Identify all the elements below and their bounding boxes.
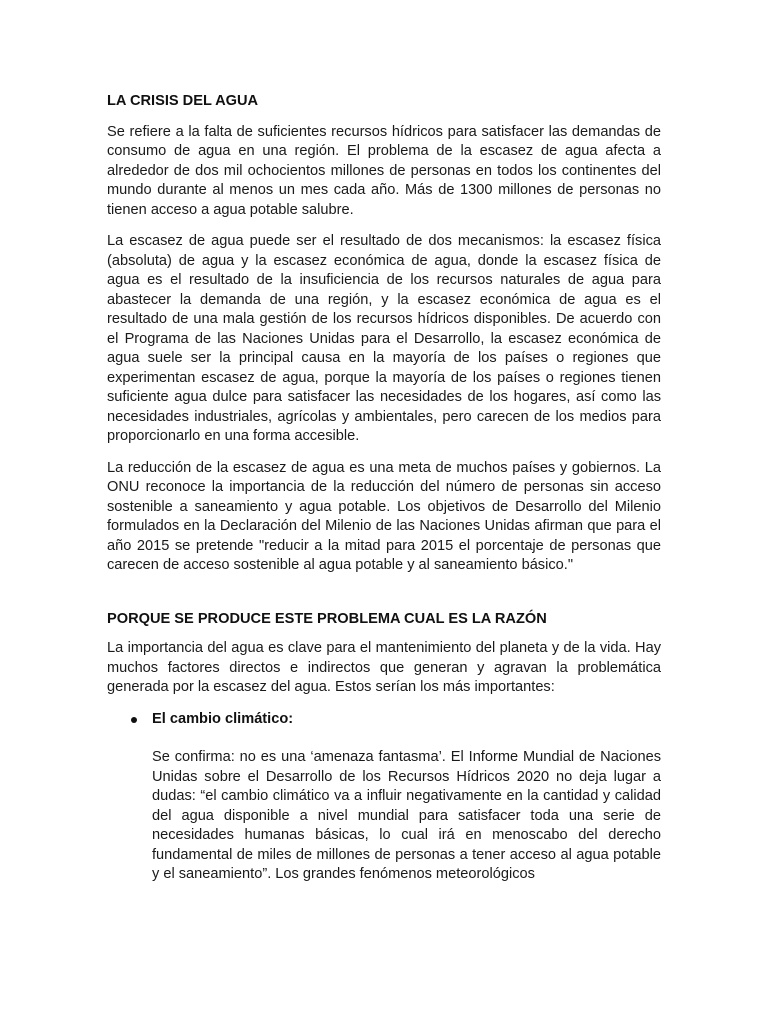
list-item <box>107 710 661 885</box>
paragraph-definition: Se refiere a la falta de suficientes recursos hídricos para satisfacer las demandas de consumo de agua en una región. El problema de la escasez de agua afecta a alrededor de dos mil ochocientos millones de personas en todos los continentes del mundo durante al menos un mes cada año. Más de 1300 millones de personas no tienen acceso a agua potable salubre. <box>107 123 661 218</box>
paragraph-causes-intro: La importancia del agua es clave para el mantenimiento del planeta y de la vida. Hay muchos factores directos e indirectos que generan y agravan la problemática generada por la escasez del agua. Estos serían los más importantes: <box>107 640 661 695</box>
bullet-title: El cambio climático: <box>152 710 294 727</box>
causes-list <box>107 710 661 885</box>
paragraph-reduction: La reducción de la escasez de agua es una meta de muchos países y gobiernos. La ONU reconoce la importancia de la reducción del número de personas sin acceso sostenible a saneamiento y agua potable. Los objetivos de Desarrollo del Milenio formulados en la Declaración del Milenio de las Naciones Unidas afirman que para el año 2015 se pretende "reducir a la mitad para 2015 el porcentaje de personas que carecen de acceso sostenible al agua potable y al saneamiento básico." <box>107 459 661 573</box>
document-content <box>107 92 661 885</box>
bullet-text: Se confirma: no es una ‘amenaza fantasma’. El Informe Mundial de Naciones Unidas sobre el Desarrollo de los Recursos Hídricos 2020 no deja lugar a dudas: “el cambio climático va a influir negativamente en la cantidad y calidad del agua disponible a nivel mundial para satisfacer toda una serie de necesidades humanas básicas, lo cual irá en menoscabo del derecho fundamental de miles de millones de personas a tener acceso al agua potable y el saneamiento”. Los grandes fenómenos meteorológicos <box>152 749 661 882</box>
document-title: LA CRISIS DEL AGUA <box>107 93 259 109</box>
paragraph-mechanisms: La escasez de agua puede ser el resultado de dos mecanismos: la escasez física (absoluta) de agua y la escasez económica de agua, donde la escasez física de agua es el resultado de la insuficiencia de los recursos naturales de agua para abastecer la demanda de una región, y la escasez económica de agua es el resultado de una mala gestión de los recursos hídricos disponibles. De acuerdo con el Programa de las Naciones Unidas para el Desarrollo, la escasez económica de agua suele ser la principal causa en la mayoría de los países o regiones que experimentan escasez de agua, porque la mayoría de los países o regiones tienen suficiente agua dulce para satisfacer las necesidades de los hogares, así como las necesidades industriales, agrícolas y ambientales, pero carecen de los medios para proporcionarlo en una forma accesible. <box>107 233 661 444</box>
section-heading-causes: PORQUE SE PRODUCE ESTE PROBLEMA CUAL ES LA RAZÓN <box>107 610 547 627</box>
bullet-icon <box>131 717 137 723</box>
